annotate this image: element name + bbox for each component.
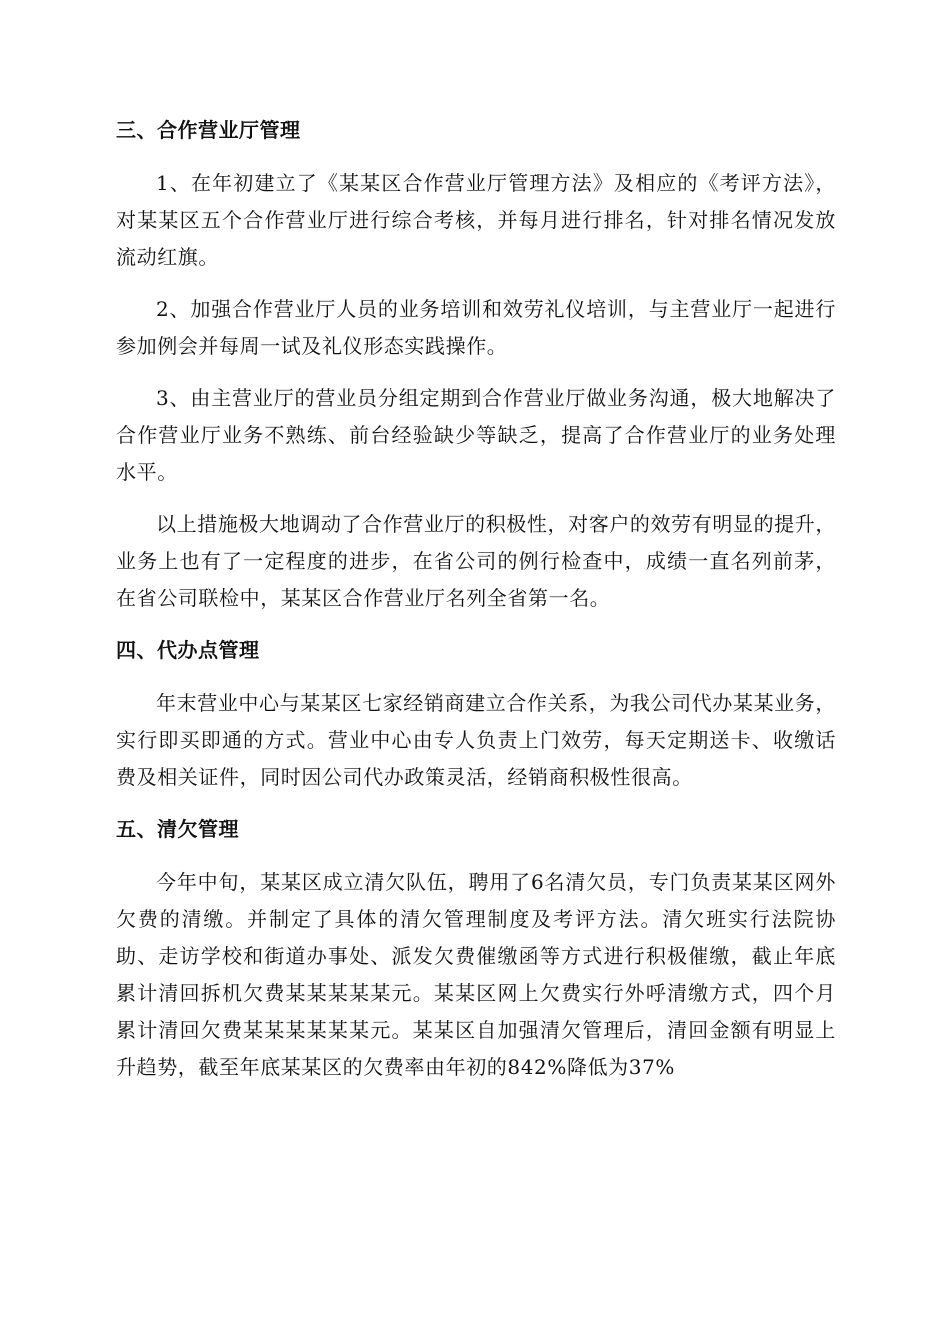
paragraph: 2、加强合作营业厅人员的业务培训和效劳礼仪培训，与主营业厅一起进行参加例会并每周一试及礼仪形态实践操作。 [116, 297, 836, 358]
paragraph: 1、在年初建立了《某某区合作营业厅管理方法》及相应的《考评方法》，对某某区五个合作营业厅进行综合考核，并每月进行排名，针对排名情况发放流动红旗。 [116, 171, 836, 269]
paragraph: 今年中旬，某某区成立清欠队伍，聘用了6名清欠员，专门负责某某区网外欠费的清缴。并制定了具体的清欠管理制度及考评方法。清欠班实行法院协助、走访学校和街道办事处、派发欠费催缴函等方式进行积极催缴，截止年底累计清回拆机欠费某某某某某元。某某区网上欠费实行外呼清缴方式，四个月累计清回欠费某某某某某某元。某某区自加强清欠管理后，清回金额有明显上升趋势，截至年底某某区的欠费率由年初的842%降低为37% [116, 870, 836, 1079]
paragraph: 年末营业中心与某某区七家经销商建立合作关系，为我公司代办某某业务，实行即买即通的方式。营业中心由专人负责上门效劳，每天定期送卡、收缴话费及相关证件，同时因公司代办政策灵活，经销商积极性很高。 [116, 691, 836, 789]
section-heading-cooperative-halls: 三、合作营业厅管理 [116, 118, 301, 142]
paragraph: 3、由主营业厅的营业员分组定期到合作营业厅做业务沟通，极大地解决了合作营业厅业务不熟练、前台经验缺少等缺乏，提高了合作营业厅的业务处理水平。 [116, 386, 836, 484]
section-heading-arrears: 五、清欠管理 [116, 817, 239, 841]
document-page [116, 112, 836, 1101]
paragraph: 以上措施极大地调动了合作营业厅的积极性，对客户的效劳有明显的提升，业务上也有了一定程度的进步，在省公司的例行检查中，成绩一直名列前茅，在省公司联检中，某某区合作营业厅名列全省第一名。 [116, 512, 836, 610]
section-heading-agency-points: 四、代办点管理 [116, 638, 260, 662]
